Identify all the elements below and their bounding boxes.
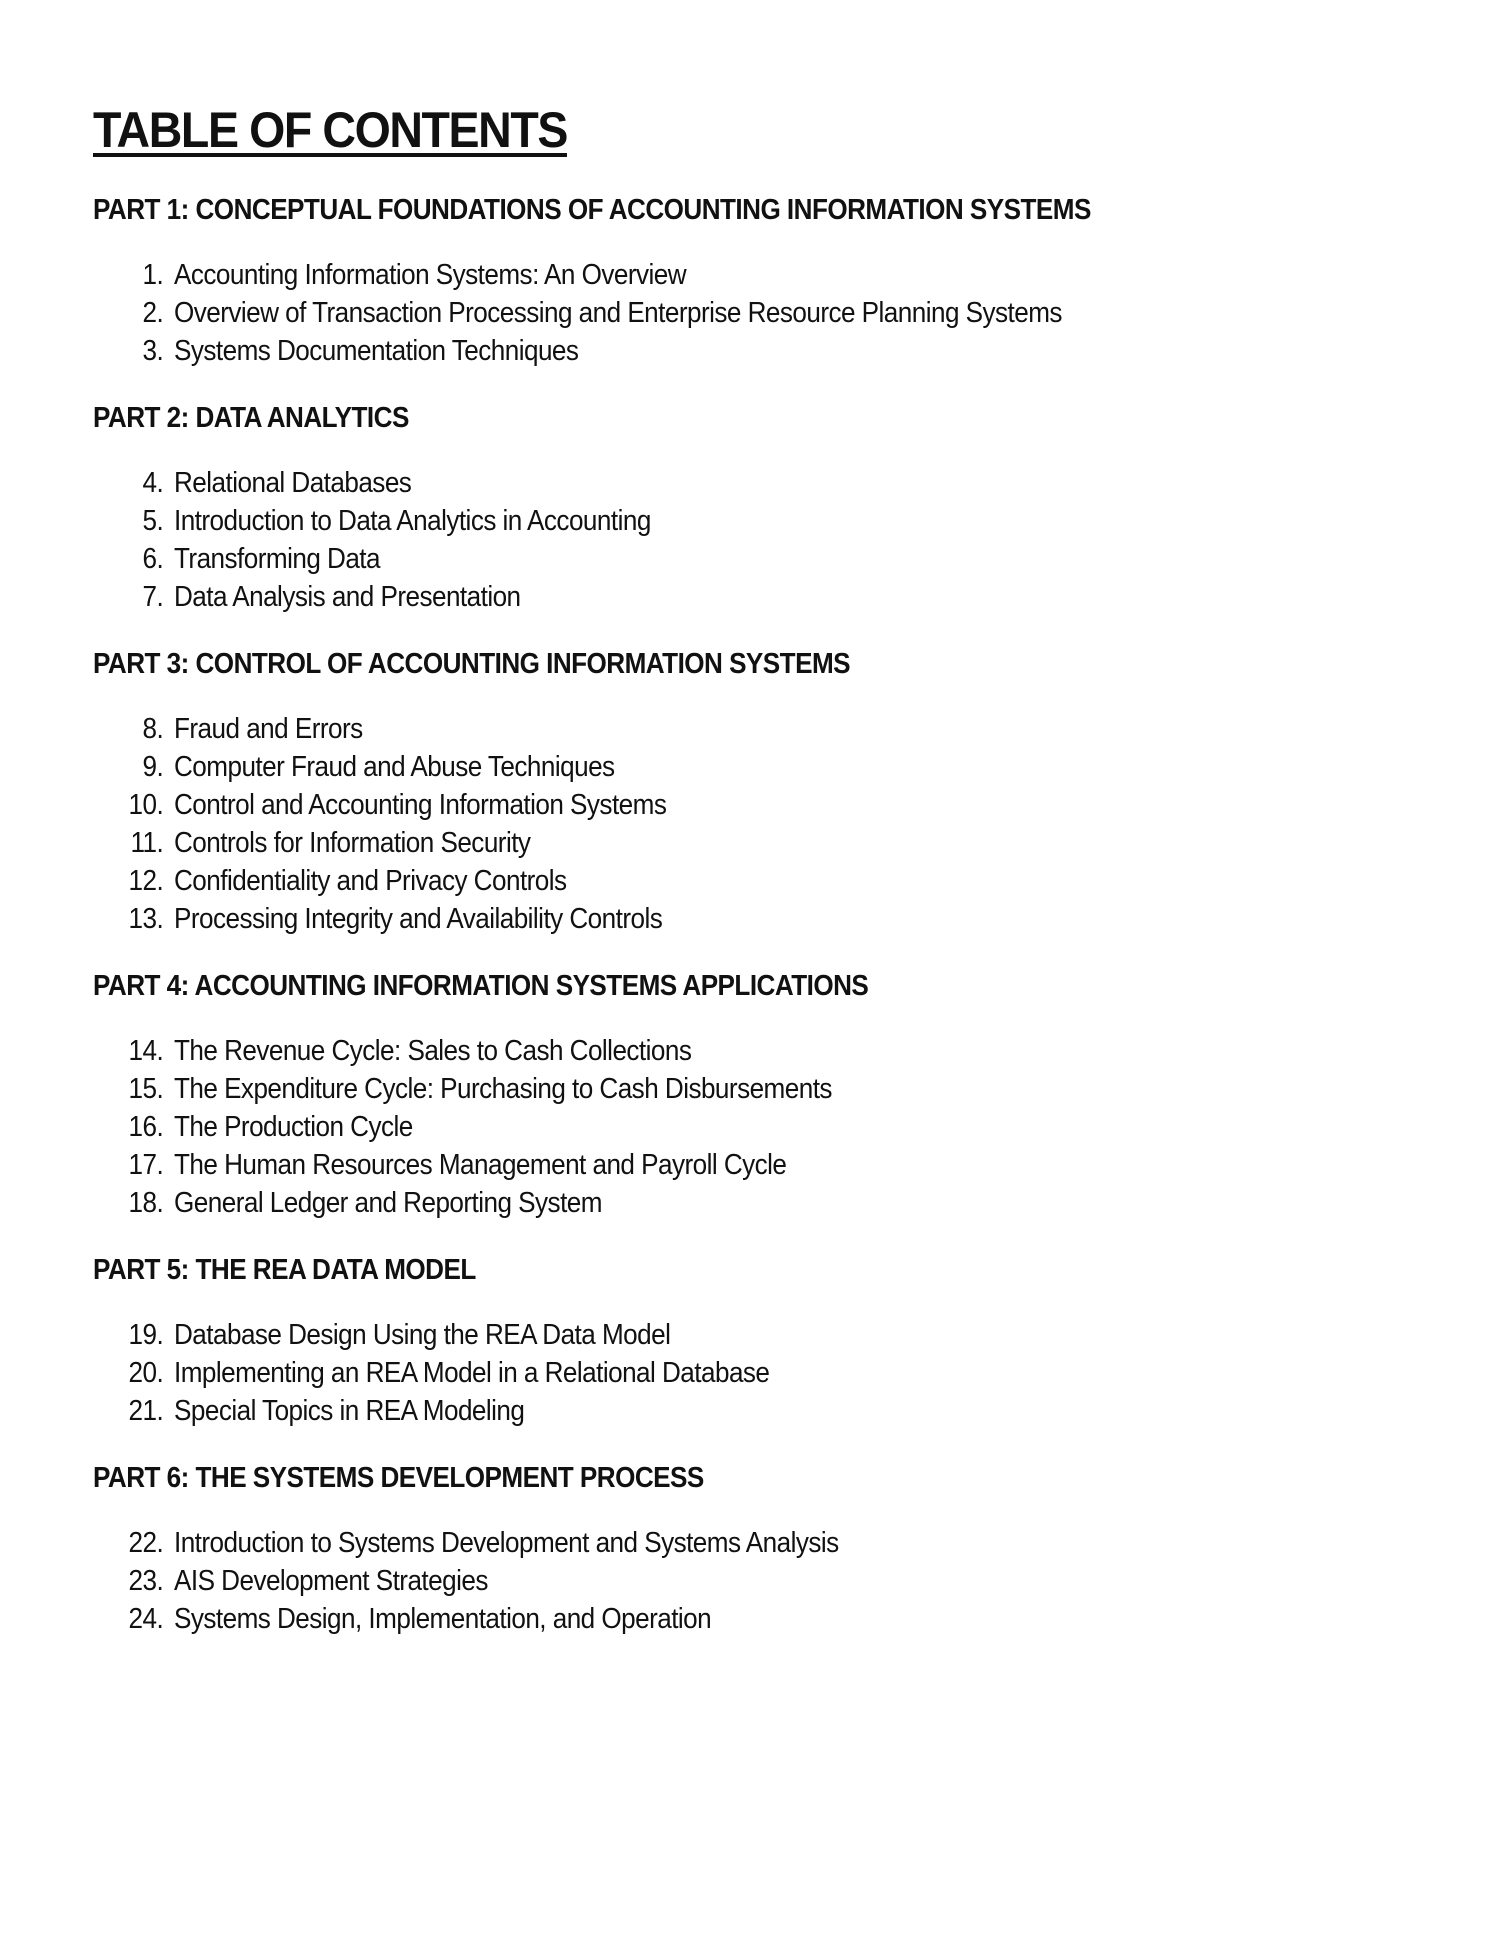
part-section — [93, 398, 1433, 616]
chapter-title: Fraud and Errors — [174, 713, 363, 745]
chapter-item — [93, 578, 1299, 616]
part-section — [93, 644, 1433, 938]
chapter-number: 6. — [142, 543, 164, 575]
chapter-number: 10. — [128, 789, 164, 821]
chapter-title: Accounting Information Systems: An Overview — [174, 259, 687, 291]
chapter-item — [93, 786, 1299, 824]
chapter-item — [93, 1316, 1299, 1354]
chapter-item — [93, 1354, 1299, 1392]
chapter-number: 5. — [142, 505, 164, 537]
chapter-title: Data Analysis and Presentation — [174, 581, 521, 613]
chapter-title: Introduction to Systems Development and Systems Analysis — [174, 1527, 839, 1559]
chapter-item — [93, 748, 1299, 786]
chapter-item — [93, 540, 1299, 578]
chapter-number: 16. — [128, 1111, 164, 1143]
part-heading: PART 4: ACCOUNTING INFORMATION SYSTEMS APPLICATIONS — [93, 970, 869, 1002]
chapter-title: Overview of Transaction Processing and Enterprise Resource Planning Systems — [174, 297, 1062, 329]
chapter-number: 18. — [128, 1187, 164, 1219]
chapter-title: Controls for Information Security — [174, 827, 531, 859]
part-section — [93, 190, 1433, 370]
chapter-number: 7. — [142, 581, 164, 613]
chapter-number: 21. — [128, 1395, 164, 1427]
chapter-title: Systems Design, Implementation, and Operation — [174, 1603, 712, 1635]
part-heading: PART 2: DATA ANALYTICS — [93, 402, 409, 434]
chapter-item — [93, 1524, 1299, 1562]
chapter-number: 2. — [142, 297, 164, 329]
chapter-title: General Ledger and Reporting System — [174, 1187, 602, 1219]
chapter-item — [93, 1600, 1299, 1638]
chapter-list — [93, 1032, 1433, 1222]
chapter-title: Introduction to Data Analytics in Accounting — [174, 505, 651, 537]
chapter-number: 4. — [142, 467, 164, 499]
chapter-item — [93, 1146, 1299, 1184]
chapter-number: 17. — [128, 1149, 164, 1181]
chapter-list — [93, 464, 1433, 616]
chapter-title: The Production Cycle — [174, 1111, 413, 1143]
chapter-item — [93, 862, 1299, 900]
chapter-item — [93, 464, 1299, 502]
part-heading: PART 1: CONCEPTUAL FOUNDATIONS OF ACCOUNTING INFORMATION SYSTEMS — [93, 194, 1091, 226]
chapter-number: 24. — [128, 1603, 164, 1635]
chapter-list — [93, 1524, 1433, 1638]
chapter-list — [93, 256, 1433, 370]
chapter-item — [93, 256, 1299, 294]
chapter-title: Control and Accounting Information Systems — [174, 789, 667, 821]
chapter-number: 9. — [142, 751, 164, 783]
chapter-title: Computer Fraud and Abuse Techniques — [174, 751, 615, 783]
chapter-title: Systems Documentation Techniques — [174, 335, 579, 367]
part-section — [93, 1250, 1433, 1430]
chapter-number: 13. — [128, 903, 164, 935]
table-of-contents-page — [93, 100, 1433, 1638]
chapter-title: The Expenditure Cycle: Purchasing to Cash Disbursements — [174, 1073, 832, 1105]
part-heading: PART 3: CONTROL OF ACCOUNTING INFORMATION SYSTEMS — [93, 648, 851, 680]
chapter-item — [93, 1070, 1299, 1108]
chapter-item — [93, 294, 1299, 332]
part-section — [93, 1458, 1433, 1638]
chapter-title: AIS Development Strategies — [174, 1565, 488, 1597]
chapter-number: 12. — [128, 865, 164, 897]
chapter-number: 15. — [128, 1073, 164, 1105]
chapter-item — [93, 332, 1299, 370]
chapter-number: 3. — [142, 335, 164, 367]
part-section — [93, 966, 1433, 1222]
chapter-number: 11. — [130, 827, 164, 859]
chapter-number: 20. — [128, 1357, 164, 1389]
chapter-number: 19. — [128, 1319, 164, 1351]
chapter-item — [93, 502, 1299, 540]
chapter-number: 1. — [142, 259, 164, 291]
chapter-item — [93, 1392, 1299, 1430]
chapter-title: Processing Integrity and Availability Controls — [174, 903, 663, 935]
page-title: TABLE OF CONTENTS — [93, 102, 567, 158]
chapter-number: 14. — [128, 1035, 164, 1067]
chapter-title: Confidentiality and Privacy Controls — [174, 865, 567, 897]
chapter-item — [93, 824, 1299, 862]
chapter-title: Relational Databases — [174, 467, 412, 499]
chapter-item — [93, 1032, 1299, 1070]
chapter-number: 23. — [128, 1565, 164, 1597]
chapter-item — [93, 1184, 1299, 1222]
chapter-title: The Human Resources Management and Payroll Cycle — [174, 1149, 787, 1181]
part-heading: PART 6: THE SYSTEMS DEVELOPMENT PROCESS — [93, 1462, 704, 1494]
chapter-item — [93, 1108, 1299, 1146]
part-heading: PART 5: THE REA DATA MODEL — [93, 1254, 476, 1286]
chapter-list — [93, 710, 1433, 938]
chapter-title: The Revenue Cycle: Sales to Cash Collections — [174, 1035, 692, 1067]
chapter-title: Implementing an REA Model in a Relational Database — [174, 1357, 770, 1389]
chapter-number: 22. — [128, 1527, 164, 1559]
chapter-title: Special Topics in REA Modeling — [174, 1395, 525, 1427]
chapter-item — [93, 1562, 1299, 1600]
parts-container — [93, 190, 1433, 1638]
chapter-list — [93, 1316, 1433, 1430]
chapter-title: Transforming Data — [174, 543, 380, 575]
chapter-item — [93, 710, 1299, 748]
chapter-item — [93, 900, 1299, 938]
chapter-number: 8. — [142, 713, 164, 745]
chapter-title: Database Design Using the REA Data Model — [174, 1319, 671, 1351]
